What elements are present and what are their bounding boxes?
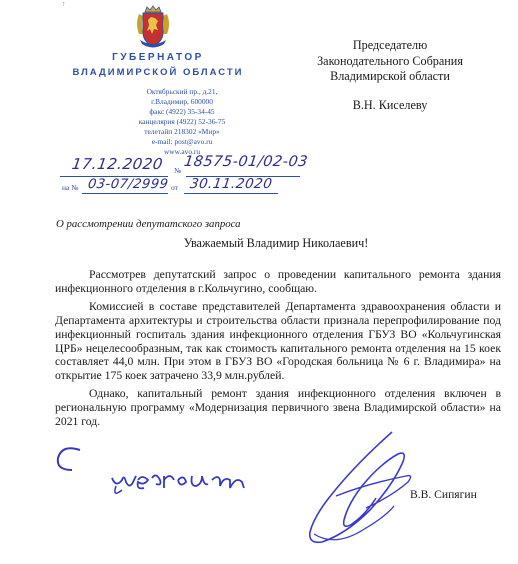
coat-of-arms-icon	[131, 4, 175, 52]
paragraph: Комиссией в составе представителей Департамента здравоохранения области и Департамента архитектуры и строительства области признала перепрофилирование под инфекционный госпиталь здания инфекционного отделения ГБУЗ ВО «Кольчугинская ЦРБ» нецелесообразным, так как стоимость капитального ремонта отделения на 15 коек составляет 44,0 млн. При этом в ГБУЗ ВО «Городская больница № 6 г. Владимира» на открытие 175 коек затрачено 33,9 млн.рублей.	[55, 299, 501, 383]
addressee-name: В.Н. Киселеву	[352, 97, 428, 112]
fax-number: факс (4922) 35-34-45	[149, 107, 215, 116]
letter-subject: О рассмотрении депутатского запроса	[56, 218, 241, 230]
address-street: Октябрьский пр., д.21,	[146, 87, 218, 96]
ref-number: 03-07/2999	[86, 177, 170, 192]
ref-date-line	[184, 193, 278, 194]
ref-number-label: на №	[62, 183, 79, 192]
letterhead-title: ГУБЕРНАТОР	[112, 52, 204, 63]
reg-number: 18575-01/02-03	[182, 154, 309, 170]
addressee-line3: Владимирской области	[330, 69, 450, 83]
letterhead-subtitle: ВЛАДИМИРСКОЙ ОБЛАСТИ	[72, 67, 244, 78]
letterhead-contacts	[60, 87, 280, 157]
reg-number-label: №	[174, 166, 182, 175]
reg-date: 17.12.2020	[70, 155, 165, 173]
signature-image	[296, 424, 422, 552]
website: www.avo.ru	[163, 147, 201, 156]
corner-mark: ↑	[62, 0, 66, 8]
paragraph: Однако, капитальный ремонт здания инфекционного отделения включен в региональную программу «Модернизация первичного звена Владимирской области» на 2021 год.	[55, 387, 501, 429]
email-address: e-mail: post@avo.ru	[151, 137, 213, 146]
letter-greeting: Уважаемый Владимир Николаевич!	[183, 236, 369, 250]
paragraph: Рассмотрев депутатский запрос о проведении капитального ремонта здания инфекционного отделения в г.Кольчугино, сообщаю.	[55, 268, 501, 295]
addressee-block	[302, 38, 478, 113]
addressee-line2: Законодательного Собрания	[317, 53, 463, 68]
handwritten-closing	[52, 440, 252, 498]
teletype: телетайп 218302 «Мир»	[144, 127, 220, 136]
addressee-line1: Председателю	[352, 38, 428, 52]
ref-date-label: от	[171, 183, 178, 192]
address-city: г.Владимир, 600000	[151, 97, 213, 106]
letter-body	[55, 268, 501, 433]
chancellery-phone: канцелярия (4922) 52-36-75	[138, 117, 226, 126]
signer-name: В.В. Сипягин	[410, 488, 477, 501]
ref-date: 30.11.2020	[188, 176, 274, 192]
ref-number-line	[82, 193, 168, 194]
